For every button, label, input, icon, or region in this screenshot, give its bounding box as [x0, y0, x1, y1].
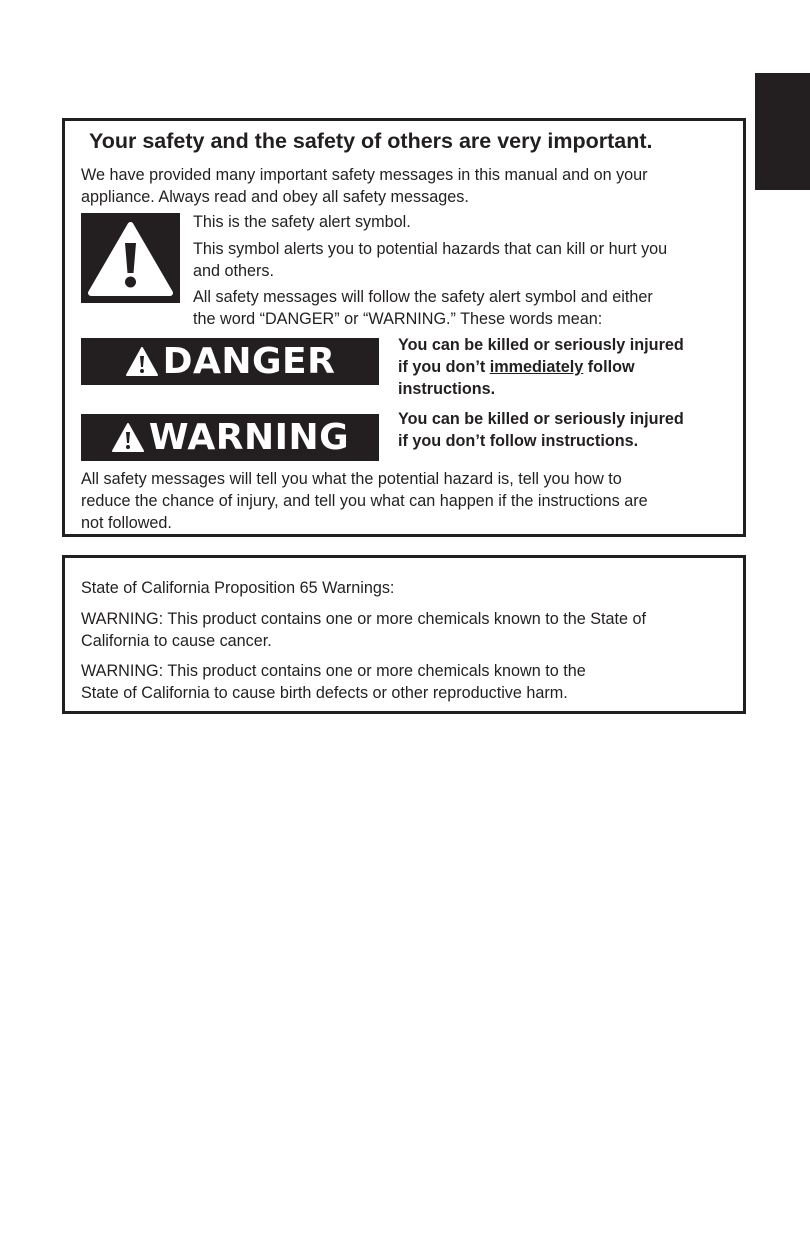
- closing-line-3: not followed.: [81, 514, 172, 532]
- prop65-warning-2-line-2: State of California to cause birth defects or other reproductive harm.: [81, 684, 568, 702]
- warning-alert-triangle-icon: [111, 422, 145, 453]
- prop65-warning-1-line-1: WARNING: This product contains one or more chemicals known to the State of: [81, 610, 647, 628]
- danger-desc-line-2: if you don’t immediately follow: [398, 358, 635, 376]
- safety-heading: Your safety and the safety of others are very important.: [89, 129, 653, 153]
- safety-information-box: [62, 118, 746, 537]
- warning-desc-line-2: if you don’t follow instructions.: [398, 432, 639, 450]
- follow-line-1: All safety messages will follow the safety alert symbol and either: [193, 288, 653, 306]
- closing-line-1: All safety messages will tell you what the potential hazard is, tell you how to: [81, 470, 622, 488]
- danger-desc-line-3: instructions.: [398, 380, 496, 398]
- prop65-warning-1-line-2: California to cause cancer.: [81, 632, 272, 650]
- danger-desc-line-1: You can be killed or seriously injured: [398, 336, 684, 354]
- closing-line-2: reduce the chance of injury, and tell you what can happen if the instructions are: [81, 492, 648, 510]
- alerts-line-1: This symbol alerts you to potential hazards that can kill or hurt you: [193, 240, 668, 258]
- section-tab-marker: [755, 73, 810, 190]
- danger-alert-triangle-icon: [125, 346, 159, 377]
- proposition-65-box: [62, 555, 746, 714]
- warning-desc-line-1: You can be killed or seriously injured: [398, 410, 684, 428]
- danger-label: DANGER: [162, 341, 336, 382]
- danger-signal-banner: [81, 338, 379, 385]
- intro-line-2: appliance. Always read and obey all safety messages.: [81, 188, 469, 206]
- prop65-title: State of California Proposition 65 Warnings:: [81, 579, 395, 597]
- symbol-description: This is the safety alert symbol.: [193, 213, 411, 231]
- intro-line-1: We have provided many important safety messages in this manual and on your: [81, 166, 648, 184]
- alerts-line-2: and others.: [193, 262, 274, 280]
- prop65-warning-2-line-1: WARNING: This product contains one or more chemicals known to the: [81, 662, 586, 680]
- warning-label: WARNING: [148, 417, 350, 458]
- warning-signal-banner: [81, 414, 379, 461]
- safety-alert-symbol-icon: [81, 213, 180, 303]
- follow-line-2: the word “DANGER” or “WARNING.” These words mean:: [193, 310, 603, 328]
- immediately-emphasis: immediately: [489, 358, 584, 376]
